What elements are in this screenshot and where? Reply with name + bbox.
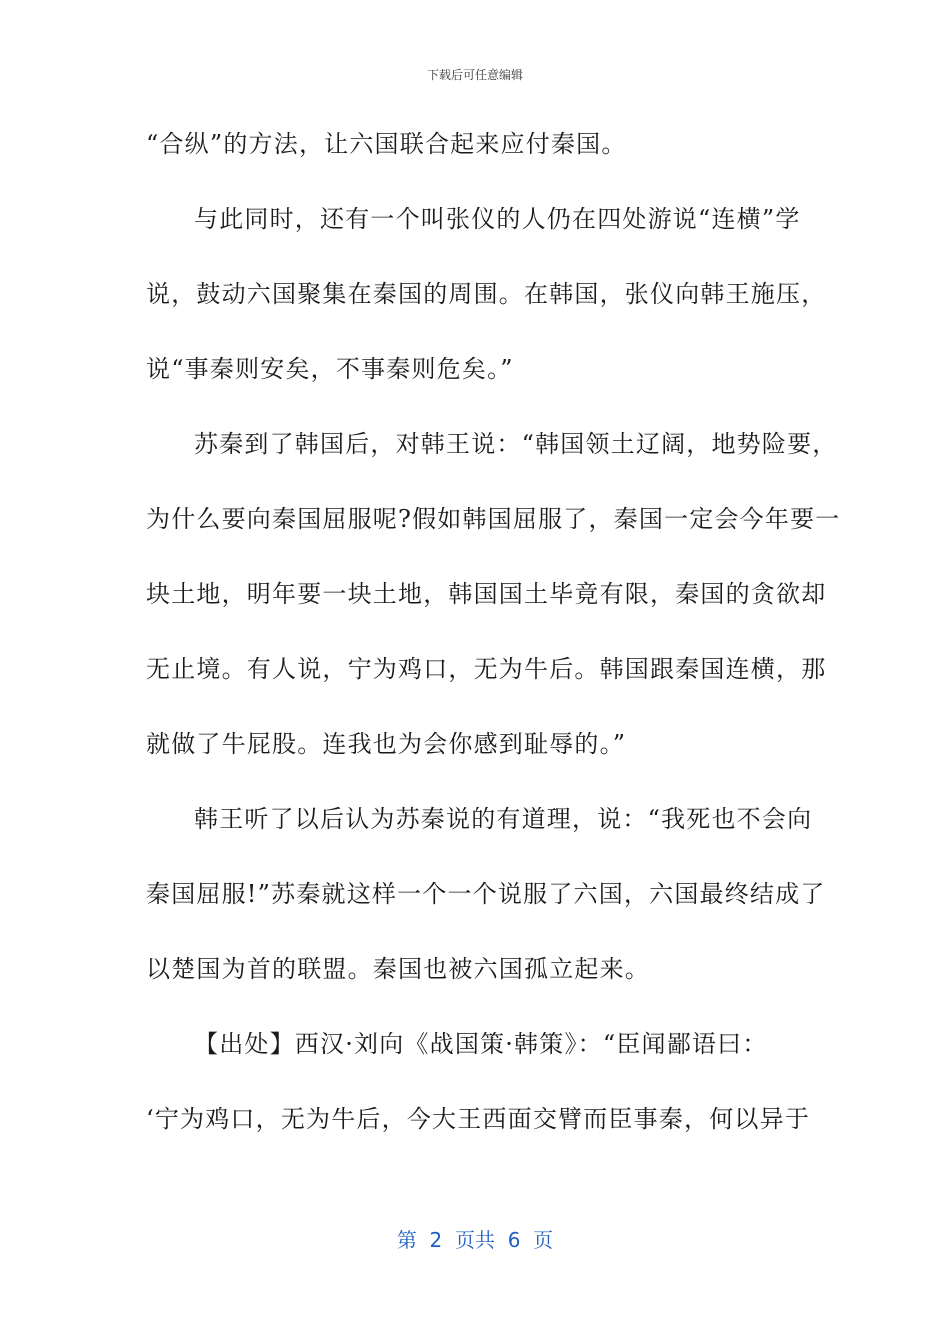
text-line: 【出处】西汉·刘向《战国策·韩策》：“臣闻鄙语曰： [194, 1030, 768, 1058]
header-note: 下载后可任意编辑 [426, 68, 523, 82]
text-line: 与此同时，还有一个叫张仪的人仍在四处游说“连横”学 [194, 205, 801, 233]
document-body [146, 118, 841, 1168]
text-line: 以楚国为首的联盟。秦国也被六国孤立起来。 [146, 955, 650, 983]
text-line: 为什么要向秦国屈服呢?假如韩国屈服了，秦国一定会今年要一 [146, 505, 841, 533]
text-line: ‘宁为鸡口，无为牛后，今大王西面交臂而臣事秦，何以异于 [146, 1105, 811, 1133]
text-line: 韩王听了以后认为苏秦说的有道理，说：“我死也不会向 [194, 805, 813, 833]
text-line: 说“事秦则安矣，不事秦则危矣。” [146, 355, 514, 383]
text-line: 就做了牛屁股。连我也为会你感到耻辱的。” [146, 730, 627, 758]
page-number-footer: 第 2 页共 6 页 [396, 1228, 554, 1252]
text-line: 说，鼓动六国聚集在秦国的周围。在韩国，张仪向韩王施压， [146, 280, 827, 308]
text-line: 苏秦到了韩国后，对韩王说：“韩国领土辽阔，地势险要， [194, 430, 838, 458]
text-line: 秦国屈服!”苏秦就这样一个一个说服了六国，六国最终结成了 [146, 880, 826, 908]
text-line: 无止境。有人说，宁为鸡口，无为牛后。韩国跟秦国连横，那 [146, 655, 827, 683]
text-line: “合纵”的方法，让六国联合起来应付秦国。 [146, 130, 627, 158]
text-line: 块土地，明年要一块土地，韩国国土毕竟有限，秦国的贪欲却 [146, 580, 827, 608]
